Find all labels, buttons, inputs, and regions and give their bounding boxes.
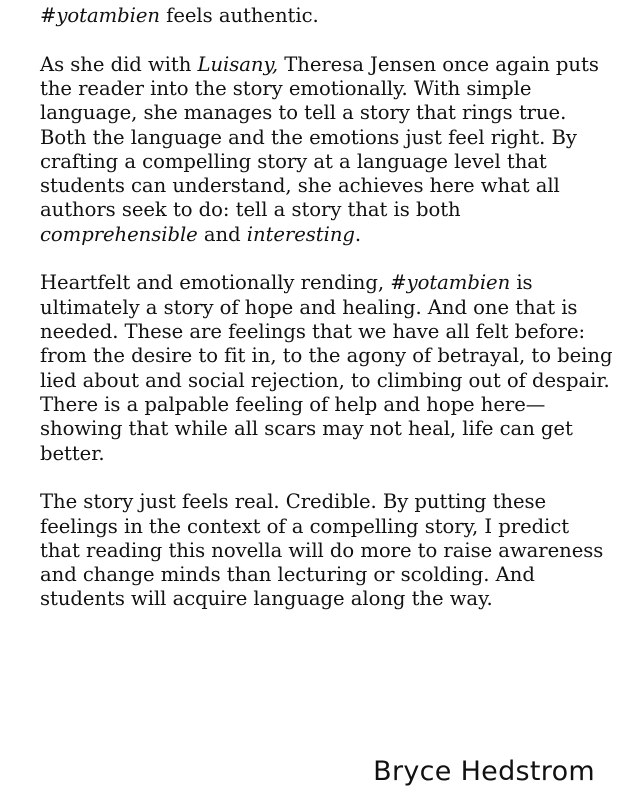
p1-text-4: . <box>354 222 362 246</box>
emphasis-comprehensible: comprehensible <box>40 222 198 246</box>
review-text <box>40 4 615 636</box>
book-title-luisany: Luisany, <box>197 52 279 76</box>
p2-text-2: is ultimately a story of hope and healing. And one that is needed. These are feelings that we have all felt before: from the desire to fit in, to the agony of betrayal, to being lied about and social rejection, to climbing out of despair. There is a palpable feeling of help and hope here—showing that while all scars may not heal, life can get better. <box>40 271 613 465</box>
paragraph-3: The story just feels real. Credible. By putting these feelings in the context of a compelling story, I predict that reading this novella will do more to raise awareness and change minds than lecturing or scolding. And students will acquire language along the way. <box>40 490 604 611</box>
paragraph-2 <box>40 271 615 465</box>
paragraph-1 <box>40 53 615 247</box>
hashtag-title: #yotambien <box>40 4 160 27</box>
intro-text: feels authentic. <box>159 4 319 27</box>
p1-text-1: As she did with <box>40 52 198 76</box>
hashtag-title-2: #yotambien <box>390 271 511 295</box>
p1-text-2: Theresa Jensen once again puts the reader into the story emotionally. With simple language, she manages to tell a story that rings true. Both the language and the emotions just feel right. By crafting a compelling story at a language level that students can understand, she achieves here what all authors seek to do: tell a story that is both <box>40 52 599 222</box>
author-signature: Bryce Hedstrom <box>373 756 595 787</box>
emphasis-interesting: interesting <box>246 222 355 246</box>
p1-text-3: and <box>197 222 247 246</box>
intro-paragraph <box>40 4 615 28</box>
p2-text-1: Heartfelt and emotionally rending, <box>40 271 391 295</box>
